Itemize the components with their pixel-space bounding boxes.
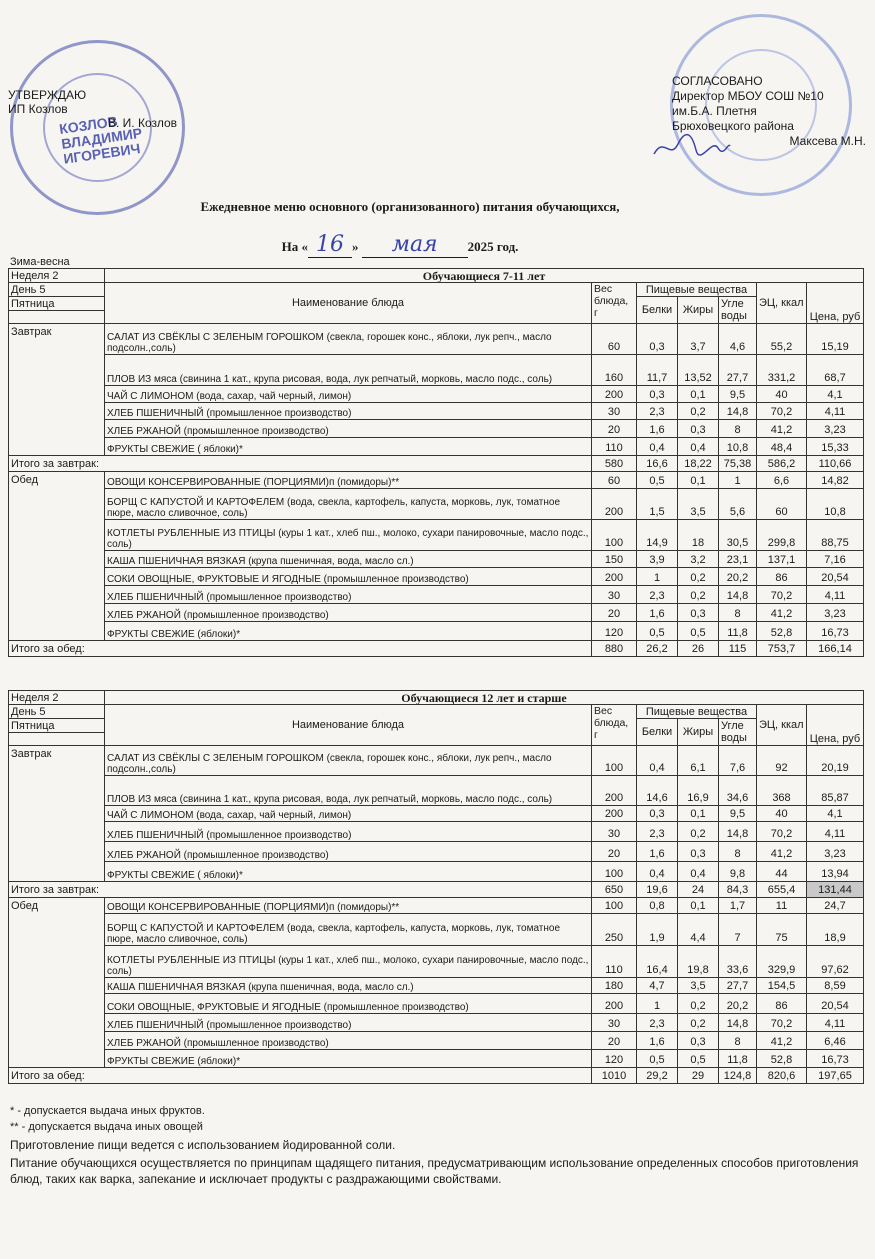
dish-fat: 0,2: [678, 403, 719, 420]
dish-carbs: 1: [719, 472, 757, 489]
column-header-protein: Белки: [637, 297, 678, 324]
dish-fat: 3,2: [678, 551, 719, 568]
dish-row: [9, 806, 864, 822]
dish-weight: 120: [592, 1050, 637, 1068]
dish-energy: 60: [757, 489, 807, 520]
dish-protein: 2,3: [637, 822, 678, 842]
dish-weight: 200: [592, 994, 637, 1014]
dish-energy: 331,2: [757, 355, 807, 386]
dish-fat: 16,9: [678, 776, 719, 806]
dish-weight: 200: [592, 806, 637, 822]
column-header-nutrients: Пищевые вещества: [637, 283, 757, 297]
dish-protein: 1,6: [637, 604, 678, 622]
column-header-weight: Вес блюда, г: [592, 283, 637, 324]
dish-weight: 20: [592, 1032, 637, 1050]
dish-row: [9, 1032, 864, 1050]
dish-price: 88,75: [807, 520, 864, 551]
dish-name: КОТЛЕТЫ РУБЛЕННЫЕ ИЗ ПТИЦЫ (куры 1 кат., хлеб пш., молоко, сухари панировочные, масло подс., соль): [105, 946, 592, 978]
weekday-label: Пятница: [9, 719, 105, 733]
dish-price: 97,62: [807, 946, 864, 978]
dish-energy: 70,2: [757, 1014, 807, 1032]
dish-price: 68,7: [807, 355, 864, 386]
dish-fat: 0,2: [678, 586, 719, 604]
day-label: День 5: [9, 705, 105, 719]
dish-fat: 0,1: [678, 472, 719, 489]
day-label: День 5: [9, 283, 105, 297]
meal-label: Обед: [9, 472, 105, 641]
dish-name: ФРУКТЫ СВЕЖИЕ (яблоки)*: [105, 622, 592, 641]
dish-protein: 1,5: [637, 489, 678, 520]
approval-block-right: [672, 74, 872, 149]
dish-fat: 13,52: [678, 355, 719, 386]
dish-carbs: 27,7: [719, 355, 757, 386]
dish-row: [9, 551, 864, 568]
dish-price: 15,33: [807, 438, 864, 456]
dish-fat: 0,5: [678, 1050, 719, 1068]
dish-price: 14,82: [807, 472, 864, 489]
footnotes: [10, 1103, 860, 1187]
dish-protein: 2,3: [637, 1014, 678, 1032]
dish-protein: 1,6: [637, 420, 678, 438]
dish-fat: 0,2: [678, 822, 719, 842]
dish-energy: 70,2: [757, 586, 807, 604]
dish-protein: 0,4: [637, 862, 678, 882]
dish-carbs: 7,6: [719, 746, 757, 776]
dish-carbs: 7: [719, 914, 757, 946]
dish-fat: 0,5: [678, 622, 719, 641]
approval-right-signer: Максева М.Н.: [789, 134, 866, 148]
dish-weight: 100: [592, 520, 637, 551]
dish-price: 3,23: [807, 420, 864, 438]
dish-fat: 0,2: [678, 994, 719, 1014]
dish-fat: 0,3: [678, 420, 719, 438]
dish-name: ХЛЕБ РЖАНОЙ (промышленное производство): [105, 1032, 592, 1050]
dish-row: [9, 776, 864, 806]
column-header-weight: Вес блюда, г: [592, 705, 637, 746]
dish-name: САЛАТ ИЗ СВЁКЛЫ С ЗЕЛЕНЫМ ГОРОШКОМ (свекла, горошек конс., яблоки, лук репч., масло подсолн.,соль): [105, 324, 592, 355]
dish-carbs: 5,6: [719, 489, 757, 520]
dish-price: 4,11: [807, 1014, 864, 1032]
date-day: 16: [308, 232, 352, 258]
dish-name: ЧАЙ С ЛИМОНОМ (вода, сахар, чай черный, лимон): [105, 806, 592, 822]
footnote-fruits: * - допускается выдача иных фруктов.: [10, 1105, 205, 1117]
dish-carbs: 27,7: [719, 978, 757, 994]
dish-name: ХЛЕБ РЖАНОЙ (промышленное производство): [105, 842, 592, 862]
menu-table-12-plus: [8, 690, 864, 1084]
dish-energy: 40: [757, 386, 807, 403]
dish-price: 16,73: [807, 1050, 864, 1068]
dish-energy: 70,2: [757, 403, 807, 420]
note-gentle-nutrition: Питание обучающихся осуществляется по принципам щадящего питания, предусматривающим использование определенных способов приготовления блюд, таких как варка, запекание и исключает продукты с раздражающими свойствами.: [10, 1156, 859, 1186]
menu-table-7-11: [8, 268, 864, 657]
dish-carbs: 20,2: [719, 568, 757, 586]
dish-fat: 19,8: [678, 946, 719, 978]
approval-block-left: [8, 88, 208, 130]
group-title: Обучающиеся 12 лет и старше: [105, 691, 864, 705]
dish-fat: 3,5: [678, 978, 719, 994]
dish-row: [9, 622, 864, 641]
dish-carbs: 14,8: [719, 403, 757, 420]
dish-name: ПЛОВ ИЗ мяса (свинина 1 кат., крупа рисовая, вода, лук репчатый, морковь, масло подс., соль): [105, 355, 592, 386]
dish-protein: 1: [637, 568, 678, 586]
week-label: Неделя 2: [9, 269, 105, 283]
lunch-total-row: Итого за обед: 880 26,2 26 115 753,7 166,14: [9, 641, 864, 657]
dish-row: [9, 386, 864, 403]
dish-name: ХЛЕБ РЖАНОЙ (промышленное производство): [105, 420, 592, 438]
dish-row: [9, 604, 864, 622]
dish-carbs: 14,8: [719, 586, 757, 604]
approval-left-title: УТВЕРЖДАЮ: [8, 88, 87, 102]
column-header-fat: Жиры: [678, 297, 719, 324]
dish-carbs: 34,6: [719, 776, 757, 806]
dish-name: БОРЩ С КАПУСТОЙ И КАРТОФЕЛЕМ (вода, свекла, картофель, капуста, морковь, лук, томатное пюре, масло сливочное, соль): [105, 914, 592, 946]
document-date: [0, 232, 800, 257]
dish-name: СОКИ ОВОЩНЫЕ, ФРУКТОВЫЕ И ЯГОДНЫЕ (промышленное производство): [105, 568, 592, 586]
dish-price: 3,23: [807, 604, 864, 622]
dish-carbs: 11,8: [719, 1050, 757, 1068]
dish-name: САЛАТ ИЗ СВЁКЛЫ С ЗЕЛЕНЫМ ГОРОШКОМ (свекла, горошек конс., яблоки, лук репч., масло подсолн.,соль): [105, 746, 592, 776]
dish-energy: 154,5: [757, 978, 807, 994]
dish-energy: 52,8: [757, 1050, 807, 1068]
dish-carbs: 20,2: [719, 994, 757, 1014]
dish-protein: 1: [637, 994, 678, 1014]
dish-protein: 0,3: [637, 386, 678, 403]
dish-protein: 0,5: [637, 622, 678, 641]
dish-fat: 4,4: [678, 914, 719, 946]
dish-protein: 0,8: [637, 898, 678, 914]
dish-weight: 20: [592, 420, 637, 438]
lunch-total-row: Итого за обед: 1010 29,2 29 124,8 820,6 197,65: [9, 1068, 864, 1084]
date-prefix: На «: [281, 239, 308, 254]
dish-row: [9, 568, 864, 586]
dish-carbs: 33,6: [719, 946, 757, 978]
column-header-price: Цена, руб: [807, 283, 864, 324]
column-header-energy: ЭЦ, ккал: [757, 283, 807, 324]
dish-name: ЧАЙ С ЛИМОНОМ (вода, сахар, чай черный, лимон): [105, 386, 592, 403]
document-title: Ежедневное меню основного (организованного) питания обучающихся,: [200, 199, 620, 214]
dish-name: КАША ПШЕНИЧНАЯ ВЯЗКАЯ (крупа пшеничная, вода, масло сл.): [105, 978, 592, 994]
dish-price: 15,19: [807, 324, 864, 355]
dish-fat: 3,7: [678, 324, 719, 355]
dish-protein: 4,7: [637, 978, 678, 994]
dish-carbs: 9,5: [719, 806, 757, 822]
dish-name: ХЛЕБ ПШЕНИЧНЫЙ (промышленное производство): [105, 1014, 592, 1032]
season-label: Зима-весна: [10, 256, 70, 268]
dish-protein: 2,3: [637, 403, 678, 420]
dish-energy: 55,2: [757, 324, 807, 355]
dish-protein: 14,6: [637, 776, 678, 806]
dish-row: [9, 842, 864, 862]
dish-weight: 180: [592, 978, 637, 994]
dish-protein: 0,5: [637, 472, 678, 489]
column-header-energy: ЭЦ, ккал: [757, 705, 807, 746]
dish-protein: 0,3: [637, 324, 678, 355]
dish-row: [9, 1014, 864, 1032]
approval-right-title: СОГЛАСОВАНО: [672, 74, 763, 88]
dish-row: [9, 914, 864, 946]
dish-fat: 18: [678, 520, 719, 551]
dish-row: [9, 324, 864, 355]
dish-weight: 60: [592, 472, 637, 489]
dish-protein: 3,9: [637, 551, 678, 568]
dish-weight: 200: [592, 489, 637, 520]
dish-price: 20,54: [807, 994, 864, 1014]
dish-price: 24,7: [807, 898, 864, 914]
dish-name: ХЛЕБ РЖАНОЙ (промышленное производство): [105, 604, 592, 622]
dish-price: 3,23: [807, 842, 864, 862]
dish-energy: 48,4: [757, 438, 807, 456]
dish-energy: 70,2: [757, 822, 807, 842]
dish-protein: 1,6: [637, 1032, 678, 1050]
dish-fat: 0,3: [678, 604, 719, 622]
dish-energy: 41,2: [757, 604, 807, 622]
dish-price: 18,9: [807, 914, 864, 946]
dish-price: 4,1: [807, 386, 864, 403]
column-header-name: Наименование блюда: [105, 705, 592, 746]
dish-carbs: 8: [719, 842, 757, 862]
dish-weight: 100: [592, 746, 637, 776]
dish-fat: 0,4: [678, 438, 719, 456]
dish-fat: 0,4: [678, 862, 719, 882]
meal-label: Завтрак: [9, 324, 105, 456]
dish-energy: 329,9: [757, 946, 807, 978]
dish-energy: 75: [757, 914, 807, 946]
breakfast-total-row: Итого за завтрак: 650 19,6 24 84,3 655,4 131,44: [9, 882, 864, 898]
dish-row: [9, 946, 864, 978]
dish-name: ПЛОВ ИЗ мяса (свинина 1 кат., крупа рисовая, вода, лук репчатый, морковь, масло подс., соль): [105, 776, 592, 806]
dish-price: 4,11: [807, 586, 864, 604]
dish-protein: 11,7: [637, 355, 678, 386]
group-title: Обучающиеся 7-11 лет: [105, 269, 864, 283]
dish-fat: 0,3: [678, 842, 719, 862]
approval-right-school: им.Б.А. Плетня: [672, 104, 757, 118]
dish-protein: 2,3: [637, 586, 678, 604]
dish-row: [9, 472, 864, 489]
dish-energy: 11: [757, 898, 807, 914]
dish-energy: 92: [757, 746, 807, 776]
dish-row: [9, 489, 864, 520]
column-header-protein: Белки: [637, 719, 678, 746]
column-header-carb: Угле воды: [719, 297, 757, 324]
dish-weight: 20: [592, 604, 637, 622]
dish-energy: 137,1: [757, 551, 807, 568]
date-mid: »: [351, 239, 359, 254]
dish-name: КОТЛЕТЫ РУБЛЕННЫЕ ИЗ ПТИЦЫ (куры 1 кат., хлеб пш., молоко, сухари панировочные, масло подс., соль): [105, 520, 592, 551]
meal-label: Завтрак: [9, 746, 105, 882]
dish-price: 4,1: [807, 806, 864, 822]
dish-weight: 30: [592, 1014, 637, 1032]
dish-carbs: 30,5: [719, 520, 757, 551]
dish-row: [9, 438, 864, 456]
dish-fat: 0,2: [678, 568, 719, 586]
dish-weight: 100: [592, 898, 637, 914]
dish-carbs: 9,5: [719, 386, 757, 403]
dish-carbs: 14,8: [719, 822, 757, 842]
dish-fat: 3,5: [678, 489, 719, 520]
breakfast-total-row: Итого за завтрак: 580 16,6 18,22 75,38 586,2 110,66: [9, 456, 864, 472]
dish-carbs: 23,1: [719, 551, 757, 568]
dish-row: [9, 862, 864, 882]
dish-weight: 120: [592, 622, 637, 641]
dish-fat: 0,1: [678, 898, 719, 914]
dish-price: 4,11: [807, 822, 864, 842]
dish-name: КАША ПШЕНИЧНАЯ ВЯЗКАЯ (крупа пшеничная, вода, масло сл.): [105, 551, 592, 568]
dish-row: [9, 978, 864, 994]
dish-weight: 250: [592, 914, 637, 946]
dish-fat: 0,1: [678, 806, 719, 822]
dish-fat: 6,1: [678, 746, 719, 776]
dish-row: [9, 994, 864, 1014]
dish-row: [9, 1050, 864, 1068]
dish-protein: 0,4: [637, 746, 678, 776]
dish-row: [9, 746, 864, 776]
dish-energy: 86: [757, 568, 807, 586]
dish-energy: 6,6: [757, 472, 807, 489]
dish-fat: 0,3: [678, 1032, 719, 1050]
column-header-carb: Угле воды: [719, 719, 757, 746]
column-header-fat: Жиры: [678, 719, 719, 746]
dish-name: ХЛЕБ ПШЕНИЧНЫЙ (промышленное производство): [105, 403, 592, 420]
dish-price: 8,59: [807, 978, 864, 994]
dish-carbs: 8: [719, 604, 757, 622]
dish-weight: 150: [592, 551, 637, 568]
dish-row: [9, 355, 864, 386]
dish-row: [9, 898, 864, 914]
dish-weight: 200: [592, 568, 637, 586]
footnote-vegetables: ** - допускается выдача иных овощей: [10, 1121, 203, 1133]
dish-carbs: 11,8: [719, 622, 757, 641]
dish-weight: 110: [592, 438, 637, 456]
dish-protein: 1,9: [637, 914, 678, 946]
dish-row: [9, 822, 864, 842]
column-header-price: Цена, руб: [807, 705, 864, 746]
dish-row: [9, 403, 864, 420]
approval-right-position: Директор МБОУ СОШ №10: [672, 89, 824, 103]
dish-price: 10,8: [807, 489, 864, 520]
dish-fat: 0,1: [678, 386, 719, 403]
dish-protein: 0,5: [637, 1050, 678, 1068]
dish-protein: 14,9: [637, 520, 678, 551]
dish-row: [9, 586, 864, 604]
dish-weight: 60: [592, 324, 637, 355]
dish-price: 85,87: [807, 776, 864, 806]
dish-carbs: 9,8: [719, 862, 757, 882]
date-year: 2025 год.: [467, 239, 519, 254]
dish-weight: 110: [592, 946, 637, 978]
dish-weight: 30: [592, 822, 637, 842]
dish-price: 20,54: [807, 568, 864, 586]
date-month: мая: [362, 232, 468, 258]
weekday-label: Пятница: [9, 297, 105, 311]
dish-weight: 30: [592, 586, 637, 604]
dish-energy: 299,8: [757, 520, 807, 551]
dish-protein: 1,6: [637, 842, 678, 862]
approval-left-signer: В. И. Козлов: [108, 116, 178, 130]
dish-name: ХЛЕБ ПШЕНИЧНЫЙ (промышленное производство): [105, 822, 592, 842]
dish-name: ФРУКТЫ СВЕЖИЕ (яблоки)*: [105, 1050, 592, 1068]
dish-carbs: 4,6: [719, 324, 757, 355]
dish-energy: 368: [757, 776, 807, 806]
dish-energy: 86: [757, 994, 807, 1014]
dish-name: ФРУКТЫ СВЕЖИЕ ( яблоки)*: [105, 862, 592, 882]
dish-energy: 41,2: [757, 1032, 807, 1050]
dish-row: [9, 420, 864, 438]
dish-energy: 52,8: [757, 622, 807, 641]
dish-weight: 100: [592, 862, 637, 882]
dish-energy: 40: [757, 806, 807, 822]
dish-price: 16,73: [807, 622, 864, 641]
dish-row: [9, 520, 864, 551]
dish-weight: 20: [592, 842, 637, 862]
dish-price: 7,16: [807, 551, 864, 568]
dish-weight: 200: [592, 386, 637, 403]
dish-protein: 0,3: [637, 806, 678, 822]
dish-price: 20,19: [807, 746, 864, 776]
dish-fat: 0,2: [678, 1014, 719, 1032]
dish-weight: 160: [592, 355, 637, 386]
column-header-nutrients: Пищевые вещества: [637, 705, 757, 719]
dish-carbs: 8: [719, 1032, 757, 1050]
note-iodized-salt: Приготовление пищи ведется с использованием йодированной соли.: [10, 1138, 396, 1152]
dish-name: ФРУКТЫ СВЕЖИЕ ( яблоки)*: [105, 438, 592, 456]
dish-name: ХЛЕБ ПШЕНИЧНЫЙ (промышленное производство): [105, 586, 592, 604]
week-label: Неделя 2: [9, 691, 105, 705]
dish-weight: 30: [592, 403, 637, 420]
dish-name: ОВОЩИ КОНСЕРВИРОВАННЫЕ (ПОРЦИЯМИ)п (помидоры)**: [105, 472, 592, 489]
column-header-name: Наименование блюда: [105, 283, 592, 324]
dish-price: 13,94: [807, 862, 864, 882]
dish-carbs: 1,7: [719, 898, 757, 914]
dish-energy: 41,2: [757, 842, 807, 862]
dish-name: СОКИ ОВОЩНЫЕ, ФРУКТОВЫЕ И ЯГОДНЫЕ (промышленное производство): [105, 994, 592, 1014]
dish-price: 6,46: [807, 1032, 864, 1050]
dish-energy: 41,2: [757, 420, 807, 438]
dish-carbs: 8: [719, 420, 757, 438]
dish-energy: 44: [757, 862, 807, 882]
dish-name: БОРЩ С КАПУСТОЙ И КАРТОФЕЛЕМ (вода, свекла, картофель, капуста, морковь, лук, томатное пюре, масло сливочное, соль): [105, 489, 592, 520]
approval-left-org: ИП Козлов: [8, 102, 68, 116]
dish-weight: 200: [592, 776, 637, 806]
dish-protein: 16,4: [637, 946, 678, 978]
dish-carbs: 14,8: [719, 1014, 757, 1032]
stamp-left-text: КОЗЛОВ ВЛАДИМИР ИГОРЕВИЧ: [58, 113, 144, 167]
dish-carbs: 10,8: [719, 438, 757, 456]
dish-name: ОВОЩИ КОНСЕРВИРОВАННЫЕ (ПОРЦИЯМИ)п (помидоры)**: [105, 898, 592, 914]
dish-protein: 0,4: [637, 438, 678, 456]
approval-right-district: Брюховецкого района: [672, 119, 794, 133]
dish-price: 4,11: [807, 403, 864, 420]
meal-label: Обед: [9, 898, 105, 1068]
